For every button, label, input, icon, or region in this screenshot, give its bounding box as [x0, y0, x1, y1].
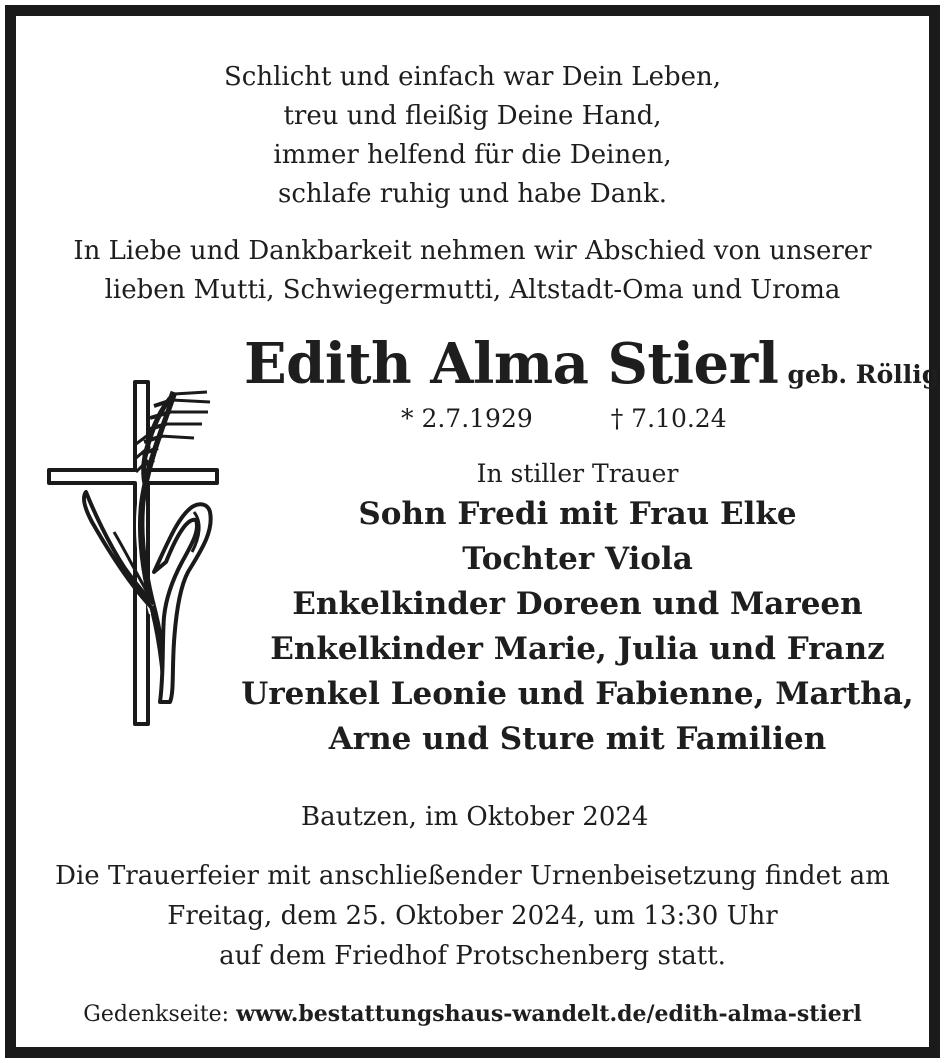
poem-line: treu und fleißig Deine Hand,: [283, 101, 662, 131]
memorial-label: Gedenkseite:: [83, 1002, 230, 1027]
deceased-name-row: [244, 331, 939, 397]
ceremony-line: auf dem Friedhof Protschenberg statt.: [219, 941, 726, 971]
family-line: Arne und Sture mit Familien: [328, 721, 827, 757]
family-line: Tochter Viola: [462, 541, 693, 577]
memorial-page: [16, 1001, 929, 1027]
deceased-name: Edith Alma Stierl: [244, 331, 779, 397]
poem-line: immer helfend für die Deinen,: [273, 140, 672, 170]
poem: [16, 58, 929, 214]
mourners-block: [226, 456, 929, 762]
ceremony-line: Die Trauerfeier mit anschließender Urnenbeisetzung findet am: [55, 861, 890, 891]
death-date: † 7.10.24: [610, 404, 727, 433]
cross-with-wheat-icon: [42, 372, 224, 734]
family-line: Urenkel Leonie und Fabienne, Martha,: [241, 676, 914, 712]
birth-date: * 2.7.1929: [401, 404, 533, 433]
family-line: Sohn Fredi mit Frau Elke: [358, 496, 797, 532]
ceremony-line: Freitag, dem 25. Oktober 2024, um 13:30 Uhr: [167, 901, 778, 931]
mourning-intro: In stiller Trauer: [476, 459, 679, 488]
ceremony-info: [16, 856, 929, 976]
intro-line: lieben Mutti, Schwiegermutti, Altstadt-Oma und Uroma: [104, 275, 841, 305]
maiden-name: geb. Röllig: [787, 360, 940, 389]
farewell-intro: [16, 232, 929, 310]
poem-line: schlafe ruhig und habe Dank.: [278, 179, 667, 209]
memorial-link[interactable]: www.bestattungshaus-wandelt.de/edith-alma-stierl: [236, 1001, 862, 1027]
intro-line: In Liebe und Dankbarkeit nehmen wir Abschied von unserer: [73, 236, 872, 266]
life-dates: [401, 404, 727, 433]
obituary-notice: [5, 5, 940, 1058]
poem-line: Schlicht und einfach war Dein Leben,: [223, 62, 721, 92]
place-date: Bautzen, im Oktober 2024: [301, 802, 649, 832]
family-line: Enkelkinder Doreen und Mareen: [292, 586, 863, 622]
family-line: Enkelkinder Marie, Julia und Franz: [270, 631, 885, 667]
